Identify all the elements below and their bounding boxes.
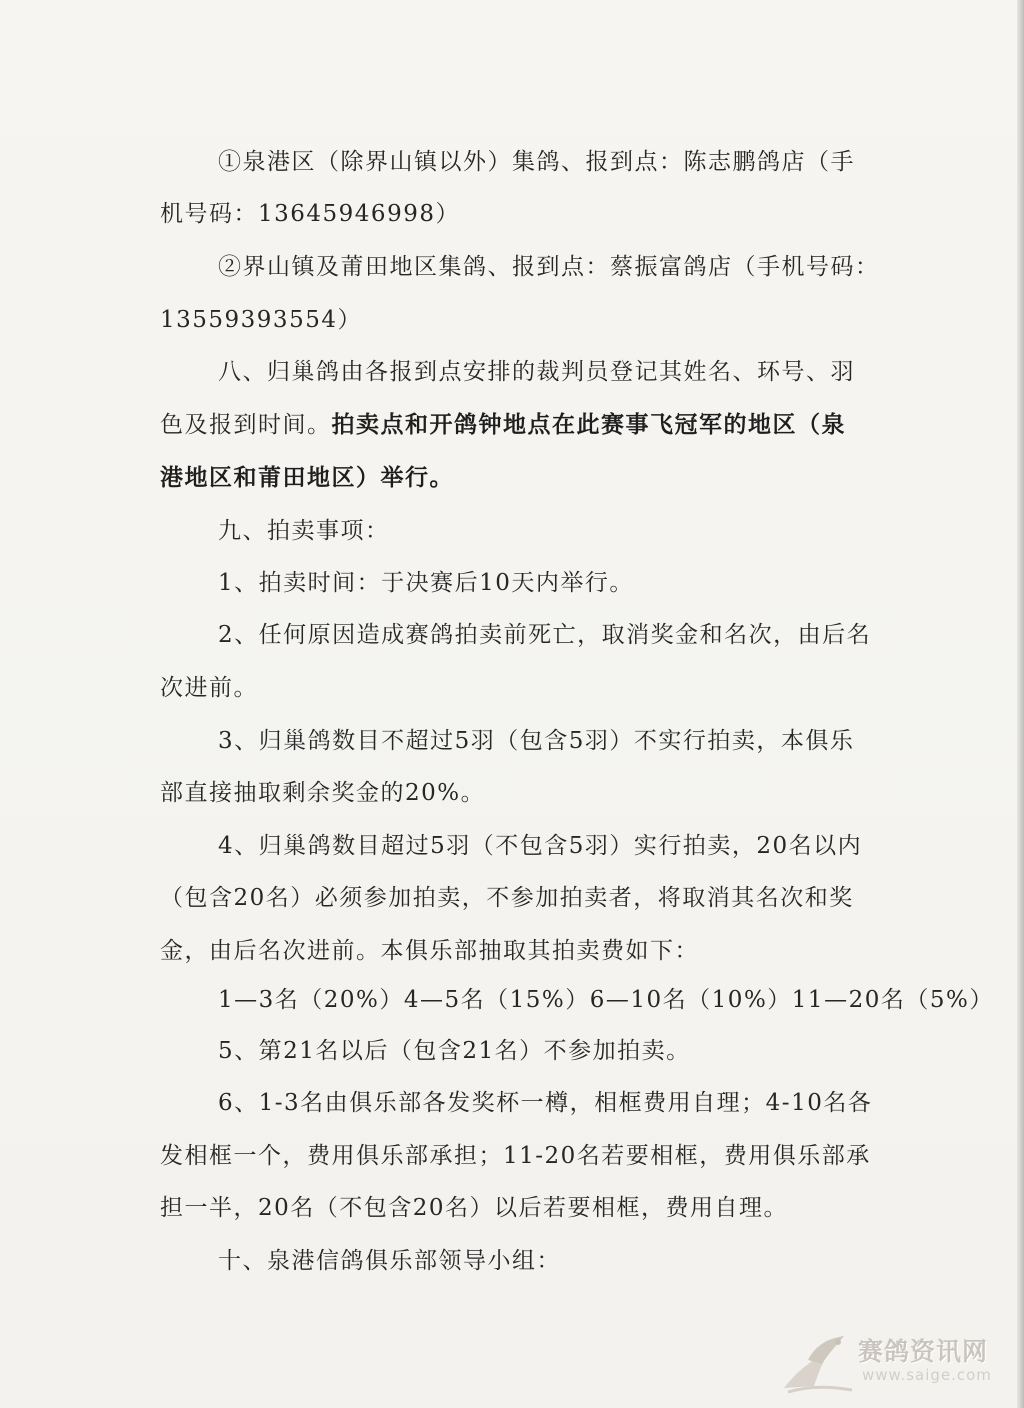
text-line-11: 次进前。 bbox=[160, 675, 258, 701]
text-line-12: 3、归巢鸽数目不超过5羽（包含5羽）不实行拍卖，本俱乐 bbox=[218, 728, 855, 754]
text-line-2: 机号码：13645946998） bbox=[160, 201, 460, 227]
pigeon-logo-icon bbox=[778, 1330, 858, 1402]
page-edge-shadow bbox=[1017, 0, 1024, 1408]
text-line-15: （包含20名）必须参加拍卖，不参加拍卖者，将取消其名次和奖 bbox=[160, 885, 854, 911]
text-line-21: 担一半，20名（不包含20名）以后若要相框，费用自理。 bbox=[160, 1195, 789, 1221]
text-line-6 bbox=[160, 410, 846, 440]
watermark-site-name: 赛鸽资讯网 bbox=[858, 1337, 989, 1366]
text-line-22: 十、泉港信鸽俱乐部领导小组： bbox=[218, 1248, 561, 1274]
watermark-logo bbox=[778, 1330, 1018, 1402]
text-line-17: 1—3名（20%）4—5名（15%）6—10名（10%）11—20名（5%） bbox=[218, 987, 994, 1013]
text-line-4: 13559393554） bbox=[160, 307, 362, 333]
text-line-16: 金，由后名次进前。本俱乐部抽取其拍卖费如下： bbox=[160, 938, 699, 964]
text-line-14: 4、归巢鸽数目超过5羽（不包含5羽）实行拍卖，20名以内 bbox=[218, 833, 863, 859]
text-line-7: 港地区和莆田地区）举行。 bbox=[160, 464, 454, 491]
text-line-5: 八、归巢鸽由各报到点安排的裁判员登记其姓名、环号、羽 bbox=[218, 359, 855, 385]
watermark-site-url: www.saige.com bbox=[862, 1366, 992, 1384]
text-line-3: ②界山镇及莆田地区集鸽、报到点：蔡振富鸽店（手机号码： bbox=[218, 254, 880, 280]
text-line-18: 5、第21名以后（包含21名）不参加拍卖。 bbox=[218, 1038, 691, 1064]
text-line-6-normal: 色及报到时间。 bbox=[160, 412, 332, 438]
text-line-8: 九、拍卖事项： bbox=[218, 518, 390, 544]
text-line-9: 1、拍卖时间：于决赛后10天内举行。 bbox=[218, 570, 634, 596]
text-line-10: 2、任何原因造成赛鸽拍卖前死亡，取消奖金和名次，由后名 bbox=[218, 622, 872, 648]
text-line-19: 6、1-3名由俱乐部各发奖杯一樽，相框费用自理；4-10名各 bbox=[218, 1090, 873, 1116]
text-line-1: ①泉港区（除界山镇以外）集鸽、报到点：陈志鹏鸽店（手 bbox=[218, 149, 855, 175]
text-line-6-bold: 拍卖点和开鸽钟地点在此赛事飞冠军的地区（泉 bbox=[331, 411, 846, 438]
text-line-13: 部直接抽取剩余奖金的20%。 bbox=[160, 780, 486, 806]
text-line-20: 发相框一个，费用俱乐部承担；11-20名若要相框，费用俱乐部承 bbox=[160, 1143, 871, 1169]
